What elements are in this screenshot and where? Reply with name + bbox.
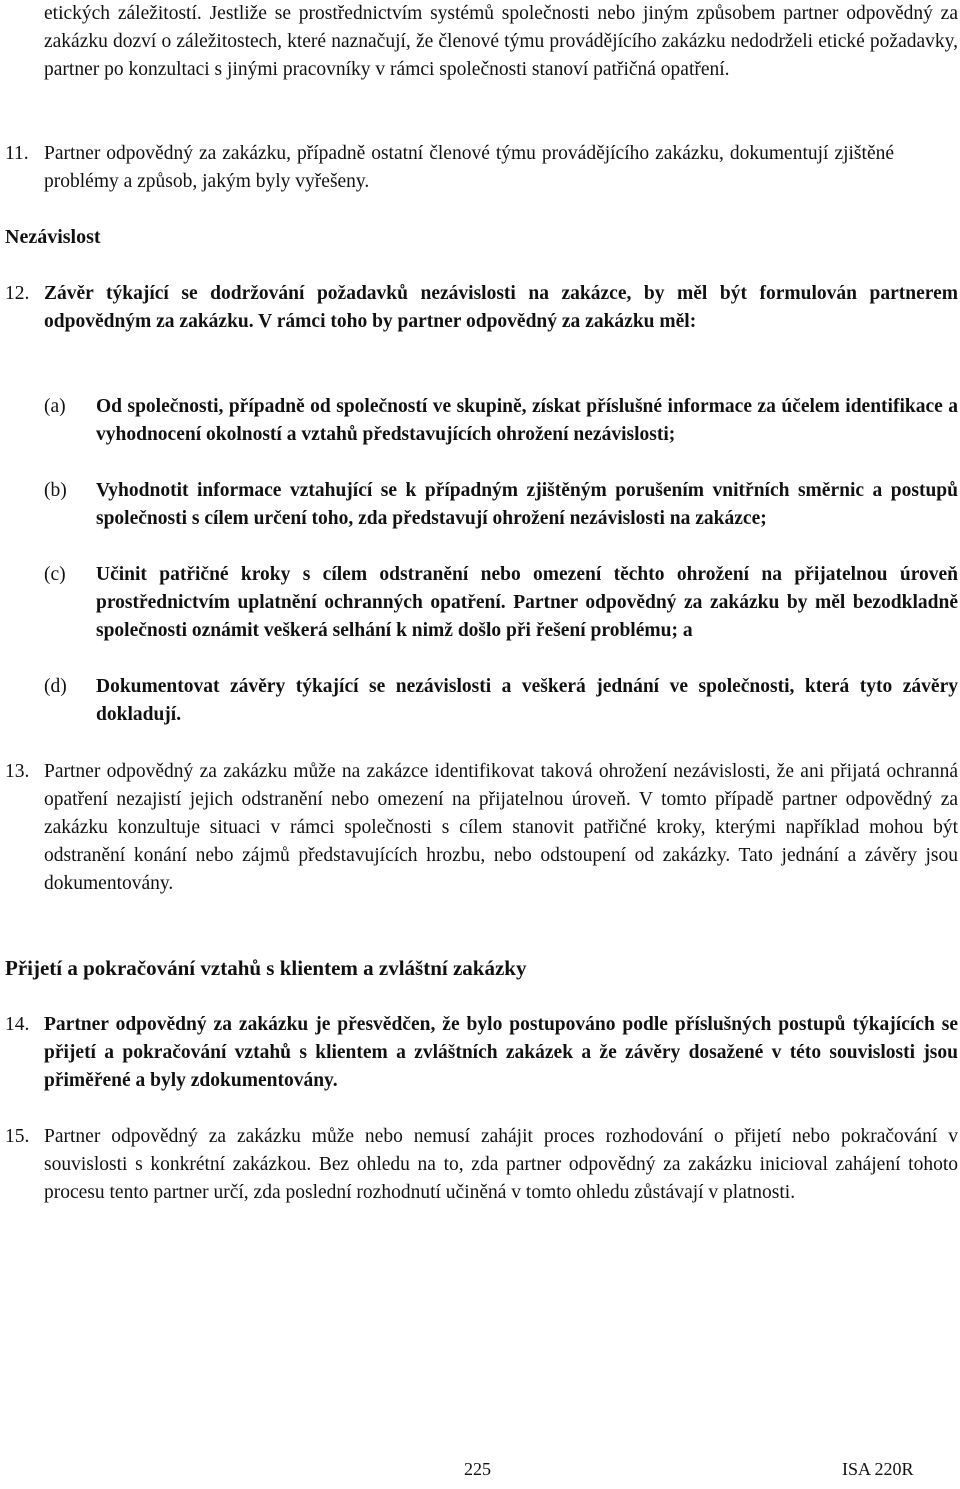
paragraph-12-text: Závěr týkající se dodržování požadavků nezávislosti na zakázce, by měl být formulován partnerem odpovědným za zakázku. V rámci toho by partner odpovědný za zakázku měl:	[44, 283, 958, 332]
standard-reference: ISA 220R	[842, 1459, 914, 1479]
list-item-label-a: (a)	[44, 396, 66, 417]
paragraph-11-number: 11.	[5, 143, 29, 164]
list-item-c-text: Učinit patřičné kroky s cílem odstranění nebo omezení těchto ohrožení na přijatelnou úroveň prostřednictvím uplatnění ochranných opatření. Partner odpovědný za zakázku by měl bezodkladně společnosti oznámit veškerá selhání k nimž došlo při řešení problému; a	[96, 564, 958, 641]
section-heading-acceptance: Přijetí a pokračování vztahů s klientem a zvláštní zakázky	[5, 956, 527, 980]
section-heading-independence: Nezávislost	[5, 226, 101, 248]
intro-paragraph: etických záležitostí. Jestliže se prostřednictvím systémů společnosti nebo jiným způsobem partner odpovědný za zakázku dozví o záležitostech, které naznačují, že členové týmu provádějícího zakázku nedodrželi etické požadavky, partner po konzultaci s jinými pracovníky v rámci společnosti stanoví patřičná opatření.	[44, 3, 958, 80]
paragraph-12-number: 12.	[5, 283, 30, 304]
list-item-label-b: (b)	[44, 480, 67, 501]
list-item-d-text: Dokumentovat závěry týkající se nezávislosti a veškerá jednání ve společnosti, která tyto závěry dokladují.	[96, 676, 958, 725]
list-item-label-c: (c)	[44, 564, 66, 585]
paragraph-14-text: Partner odpovědný za zakázku je přesvědčen, že bylo postupováno podle příslušných postupů týkajících se přijetí a pokračování vztahů s klientem a zvláštních zakázek a že závěry dosažené v této souvislosti jsou přiměřené a byly zdokumentovány.	[44, 1014, 958, 1091]
paragraph-13-number: 13.	[5, 761, 30, 782]
paragraph-14-number: 14.	[5, 1014, 30, 1035]
list-item-a-text: Od společnosti, případně od společností ve skupině, získat příslušné informace za účelem identifikace a vyhodnocení okolností a vztahů představujících ohrožení nezávislosti;	[96, 396, 958, 445]
page-number: 225	[464, 1459, 491, 1479]
paragraph-15-text: Partner odpovědný za zakázku může nebo nemusí zahájit proces rozhodování o přijetí nebo pokračování v souvislosti s konkrétní zakázkou. Bez ohledu na to, zda partner odpovědný za zakázku inicioval zahájení tohoto procesu tento partner určí, zda poslední rozhodnutí učiněná v tomto ohledu zůstávají v platnosti.	[44, 1126, 958, 1203]
paragraph-15-number: 15.	[5, 1126, 30, 1147]
list-item-b-text: Vyhodnotit informace vztahující se k případným zjištěným porušením vnitřních směrnic a postupů společnosti s cílem určení toho, zda představují ohrožení nezávislosti na zakázce;	[96, 480, 958, 529]
list-item-label-d: (d)	[44, 676, 67, 697]
paragraph-11-text: Partner odpovědný za zakázku, případně ostatní členové týmu provádějícího zakázku, dokumentují zjištěné problémy a způsob, jakým byly vyřešeny.	[44, 143, 894, 192]
paragraph-13-text: Partner odpovědný za zakázku může na zakázce identifikovat taková ohrožení nezávislosti, že ani přijatá ochranná opatření nezajistí jejich odstranění nebo omezení na přijatelnou úroveň. V tomto případě partner odpovědný za zakázku konzultuje situaci v rámci společnosti s cílem stanovit patřičné kroky, kterými například mohou být odstranění konání nebo zájmů představujících hrozbu, nebo odstoupení od zakázky. Tato jednání a závěry jsou dokumentovány.	[44, 761, 958, 894]
